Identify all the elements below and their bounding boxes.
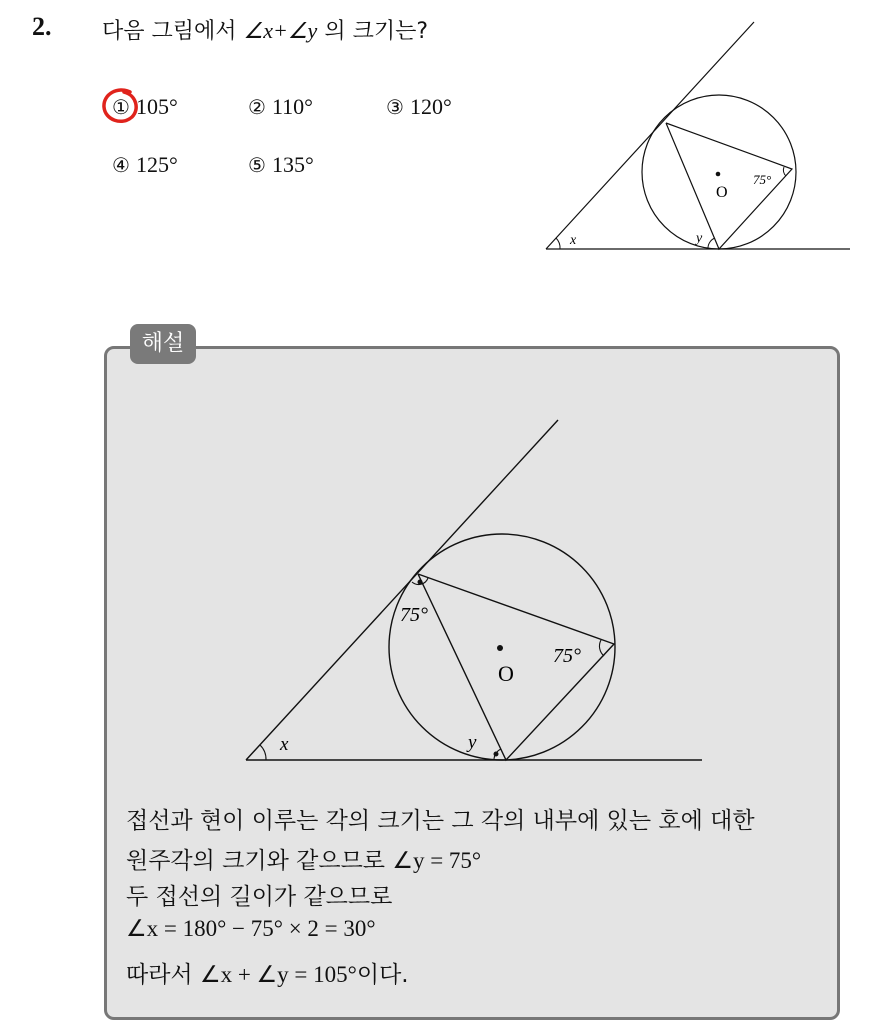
angle-arc-x <box>556 238 560 249</box>
solution-line-5-suffix: 이다. <box>356 962 409 988</box>
solution-center-label: O <box>498 661 514 686</box>
solution-line-2 <box>126 842 481 875</box>
option-4[interactable] <box>112 152 178 178</box>
center-dot <box>716 172 721 177</box>
solution-line-4 <box>126 916 376 942</box>
option-1-marker: ① <box>112 95 130 119</box>
x-label: x <box>570 233 577 248</box>
angle-arc-y <box>708 238 715 249</box>
solution-arc-right <box>599 640 604 656</box>
option-3[interactable] <box>386 94 452 120</box>
solution-y-label: y <box>468 732 477 753</box>
option-5[interactable] <box>248 152 314 178</box>
option-4-value: 125° <box>135 152 178 177</box>
option-1-value: 105° <box>135 94 178 119</box>
question-text-suffix: 의 크기는? <box>317 19 428 44</box>
option-3-value: 120° <box>409 94 452 119</box>
center-label: O <box>716 184 728 201</box>
solution-dot-y <box>494 752 499 757</box>
solution-angle-label-right: 75° <box>553 645 581 667</box>
option-2[interactable] <box>248 94 313 120</box>
solution-tag: 해설 <box>130 324 196 364</box>
angle-label: 75° <box>753 172 772 187</box>
solution-line-3: 두 접선의 길이가 같으므로 <box>126 884 393 910</box>
solution-line-5-math: ∠x + ∠y = 105° <box>199 962 357 987</box>
solution-angle-label-top: 75° <box>400 604 428 626</box>
option-3-marker: ③ <box>386 95 404 119</box>
solution-line-5-text: 따라서 <box>126 962 200 988</box>
question-expression: ∠x+∠y <box>243 18 318 43</box>
option-4-marker: ④ <box>112 153 130 177</box>
solution-figure <box>240 416 710 776</box>
solution-line-4-math: ∠x = 180° − 75° × 2 = 30° <box>126 916 376 941</box>
tangent-line <box>546 22 754 249</box>
question-text-prefix: 다음 그림에서 <box>102 19 244 44</box>
option-5-value: 135° <box>271 152 314 177</box>
question-figure <box>540 16 860 266</box>
solution-line-1: 접선과 현이 이루는 각의 크기는 그 각의 내부에 있는 호에 대한 <box>126 808 755 834</box>
inscribed-triangle <box>666 123 792 249</box>
solution-arc-x <box>260 745 266 760</box>
angle-arc-right <box>783 167 786 176</box>
solution-tangent-line <box>246 420 558 760</box>
question-text <box>102 14 428 45</box>
option-2-value: 110° <box>271 94 313 119</box>
option-2-marker: ② <box>248 95 266 119</box>
answer-circle-mark <box>100 86 140 126</box>
solution-center-dot <box>497 645 503 651</box>
question-number: 2. <box>32 12 52 41</box>
option-5-marker: ⑤ <box>248 153 266 177</box>
solution-dot-top <box>418 580 423 585</box>
solution-line-2-math: ∠y = 75° <box>392 848 482 873</box>
y-label: y <box>696 231 703 246</box>
solution-x-label: x <box>280 734 289 755</box>
solution-line-2-text: 원주각의 크기와 같으므로 <box>126 848 393 874</box>
solution-triangle <box>418 574 614 760</box>
solution-line-5 <box>126 956 409 989</box>
